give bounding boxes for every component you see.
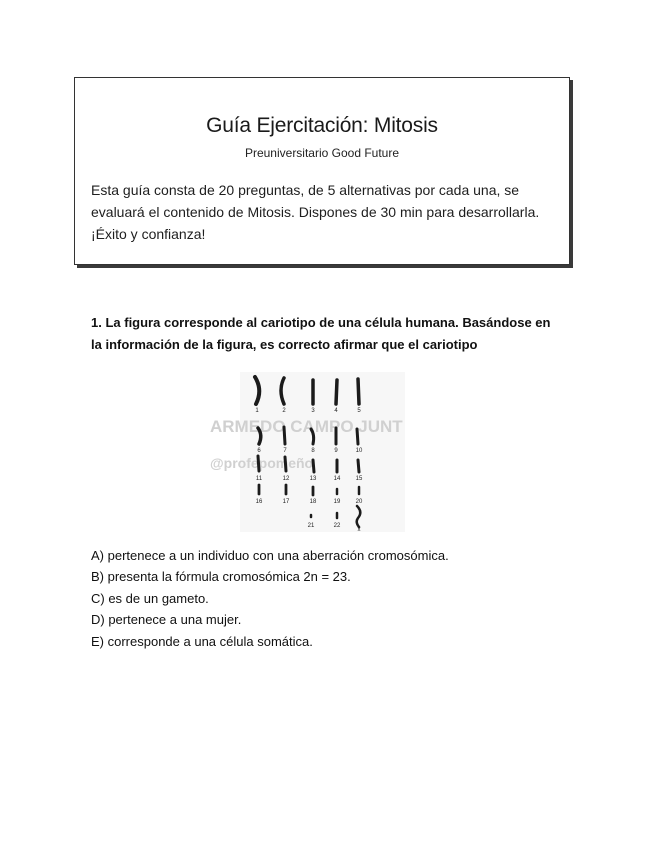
chromosome-drawings (255, 377, 360, 527)
karyotype-figure (210, 372, 405, 533)
karyotype-image (210, 372, 405, 533)
answer-option-c[interactable]: C) es de un gameto. (91, 590, 209, 606)
chromosome-13 (313, 460, 314, 472)
chromosome-label: 18 (309, 499, 317, 505)
question-1-text: 1. La figura corresponde al cariotipo de una célula humana. Basándose en la información de la figura, es correcto afirmar que el cariotipo (91, 315, 551, 352)
watermark-line-2: @profepomeño (210, 455, 314, 471)
chromosome-label: 1 (255, 408, 259, 414)
answer-option-d[interactable]: D) pertenece a una mujer. (91, 612, 242, 628)
watermark-line-1: ARMEDO CAMPO JUNT (210, 417, 403, 436)
chromosome-label: x (357, 527, 361, 533)
chromosome-15 (358, 460, 359, 472)
chromosome-label: 15 (355, 476, 363, 482)
page-title: Guía Ejercitación: Mitosis (206, 114, 438, 137)
chromosome-6 (258, 428, 261, 444)
chromosome-label: 21 (307, 523, 315, 529)
chromosome-label: 13 (309, 476, 317, 482)
chromosome-label: 22 (333, 523, 341, 529)
chromosome-1 (255, 377, 259, 404)
chromosome-label: 16 (255, 499, 263, 505)
chromosome-12 (285, 457, 286, 471)
guide-header-box (74, 77, 570, 265)
answer-options (91, 545, 561, 652)
chromosome-label: 20 (355, 499, 363, 505)
chromosome-11 (258, 456, 259, 471)
chromosome-label: 8 (311, 448, 315, 454)
chromosome-label: 6 (257, 448, 261, 454)
page-subtitle: Preuniversitario Good Future (244, 146, 400, 160)
chromosome-7 (284, 427, 285, 444)
chromosome-label: 19 (333, 499, 341, 505)
chromosome-label: 12 (282, 476, 290, 482)
chromosome-8 (311, 429, 314, 444)
answer-option-a[interactable]: A) pertenece a un individuo con una aberración cromosómica. (91, 548, 449, 563)
chromosome-label: 5 (357, 408, 361, 414)
chromosome-label: 3 (311, 408, 315, 414)
answer-option-e[interactable]: E) corresponde a una célula somática. (91, 633, 313, 649)
chromosome-label: 11 (255, 476, 263, 482)
chromosome-label: 17 (282, 499, 290, 505)
chromosome-x (357, 506, 361, 527)
chromosome-10 (357, 429, 358, 444)
chromosome-label: 2 (282, 408, 286, 414)
chromosome-5 (358, 379, 359, 404)
chromosome-label: 4 (334, 408, 338, 414)
answer-option-b[interactable]: B) presenta la fórmula cromosómica 2n = 23. (91, 569, 351, 585)
chromosome-4 (336, 380, 337, 404)
chromosome-label: 10 (355, 448, 363, 454)
chromosome-label: 7 (283, 448, 287, 454)
intro-paragraph: Esta guía consta de 20 preguntas, de 5 alternativas por cada una, se evaluará el contenido de Mitosis. Dispones de 30 min para desarrollarla. ¡Éxito y confianza! (91, 182, 540, 242)
chromosome-label: 14 (333, 476, 341, 482)
chromosome-label: 9 (334, 448, 338, 454)
chromosome-2 (281, 378, 284, 404)
